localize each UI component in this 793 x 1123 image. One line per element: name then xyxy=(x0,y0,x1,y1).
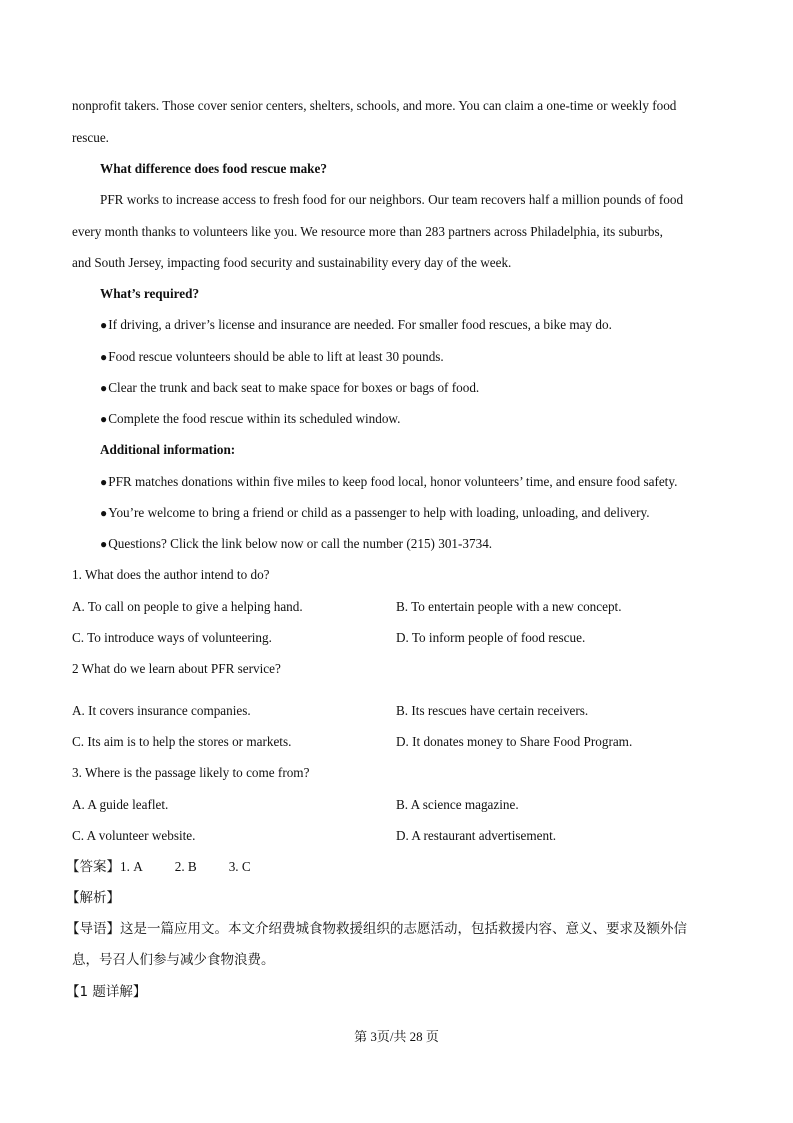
answer-tag: 【答案】 xyxy=(66,859,120,875)
option-c: C. Its aim is to help the stores or markets. xyxy=(72,734,292,749)
question-stem: 2 What do we learn about PFR service? xyxy=(72,661,281,676)
option-c: C. A volunteer website. xyxy=(72,828,196,843)
passage-line: PFR works to increase access to fresh food for our neighbors. Our team recovers half a million pounds of food xyxy=(100,192,684,207)
question-stem: 3. Where is the passage likely to come from? xyxy=(72,765,310,780)
list-item-text: If driving, a driver’s license and insurance are needed. For smaller food rescues, a bike may do. xyxy=(108,317,612,332)
passage-line: every month thanks to volunteers like you. We resource more than 283 partners across Philadelphia, its suburbs, xyxy=(72,224,663,239)
guide-text: 息，号召人们参与减少食物浪费。 xyxy=(72,952,275,968)
list-item xyxy=(100,348,444,366)
list-item xyxy=(100,473,677,491)
list-item-text: PFR matches donations within five miles to keep food local, honor volunteers’ time, and ensure food safety. xyxy=(108,474,678,489)
bullet-icon: ● xyxy=(100,412,108,426)
option-d: D. To inform people of food rescue. xyxy=(396,630,586,645)
option-b: B. A science magazine. xyxy=(396,797,519,812)
option-b: B. To entertain people with a new concept. xyxy=(396,599,622,614)
list-item xyxy=(100,316,612,334)
analysis-tag: 【解析】 xyxy=(66,890,120,906)
section-heading-difference: What difference does food rescue make? xyxy=(100,161,327,176)
section-heading-additional: Additional information: xyxy=(100,442,236,457)
list-item-text: Complete the food rescue within its scheduled window. xyxy=(108,411,401,426)
option-d: D. A restaurant advertisement. xyxy=(396,828,557,843)
answer-2: 2. B xyxy=(174,859,197,874)
option-d: D. It donates money to Share Food Program. xyxy=(396,734,633,749)
section-heading-required: What’s required? xyxy=(100,286,200,301)
option-b: B. Its rescues have certain receivers. xyxy=(396,703,589,718)
passage-line: nonprofit takers. Those cover senior centers, shelters, schools, and more. You can claim a one-time or weekly food xyxy=(72,98,677,113)
bullet-icon: ● xyxy=(100,506,108,520)
option-a: A. To call on people to give a helping hand. xyxy=(72,599,303,614)
bullet-icon: ● xyxy=(100,350,108,364)
passage-line: rescue. xyxy=(72,130,109,145)
detail-tag: 【1 题详解】 xyxy=(66,984,147,1000)
list-item xyxy=(100,504,650,522)
list-item-text: You’re welcome to bring a friend or child as a passenger to help with loading, unloading, and delivery. xyxy=(108,505,650,520)
list-item xyxy=(100,535,492,553)
list-item-text: Clear the trunk and back seat to make space for boxes or bags of food. xyxy=(108,380,480,395)
answer-line xyxy=(66,858,251,876)
option-c: C. To introduce ways of volunteering. xyxy=(72,630,272,645)
bullet-icon: ● xyxy=(100,537,108,551)
option-a: A. It covers insurance companies. xyxy=(72,703,251,718)
bullet-icon: ● xyxy=(100,475,108,489)
guide-text: 【导语】这是一篇应用文。本文介绍费城食物救援组织的志愿活动，包括救援内容、意义、要求及额外信 xyxy=(66,921,687,937)
list-item-text: Questions? Click the link below now or call the number (215) 301-3734. xyxy=(108,536,493,551)
option-a: A. A guide leaflet. xyxy=(72,797,169,812)
bullet-icon: ● xyxy=(100,318,108,332)
answer-3: 3. C xyxy=(228,859,251,874)
bullet-icon: ● xyxy=(100,381,108,395)
answer-1: 1. A xyxy=(120,859,143,874)
list-item xyxy=(100,379,479,397)
list-item xyxy=(100,410,400,428)
page-number: 第 3页/共 28 页 xyxy=(354,1029,439,1044)
passage-line: and South Jersey, impacting food security and sustainability every day of the week. xyxy=(72,255,512,270)
list-item-text: Food rescue volunteers should be able to lift at least 30 pounds. xyxy=(108,349,444,364)
question-stem: 1. What does the author intend to do? xyxy=(72,567,270,582)
